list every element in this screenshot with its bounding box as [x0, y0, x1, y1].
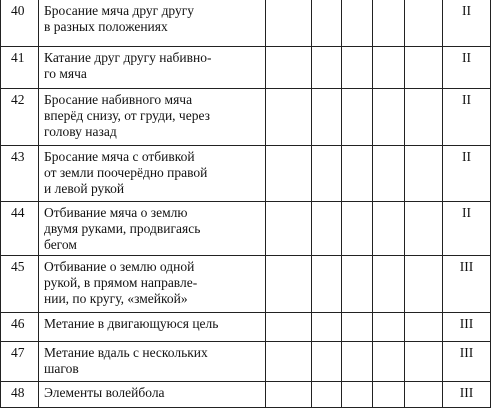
empty-cell: [373, 312, 405, 341]
empty-cell: [266, 312, 312, 341]
empty-cell: [373, 381, 405, 407]
empty-cell: [342, 46, 373, 88]
row-number: 47: [1, 341, 39, 381]
level-cell: III: [443, 381, 491, 407]
exercise-name-line: го мяча: [44, 65, 87, 81]
level-cell: III: [443, 341, 491, 381]
empty-cell: [373, 46, 405, 88]
exercise-name: [39, 46, 266, 88]
empty-cell: [266, 201, 312, 255]
row-number: 46: [1, 312, 39, 341]
empty-cell: [405, 381, 443, 407]
exercise-name-line: Бросание набивного мяча: [44, 91, 193, 107]
exercise-name-line: Бросание мяча с отбивкой: [44, 148, 195, 164]
exercise-name-line: рукой, в прямом направле-: [44, 274, 198, 290]
exercise-name: [39, 255, 266, 312]
empty-cell: [405, 255, 443, 312]
exercise-name-line: в разных положениях: [44, 19, 168, 34]
level-cell: II: [443, 88, 491, 145]
empty-cell: [312, 255, 342, 312]
exercise-name: [39, 312, 266, 341]
empty-cell: [342, 88, 373, 145]
exercise-name-line: Отбивание о землю одной: [44, 258, 195, 274]
empty-cell: [312, 46, 342, 88]
empty-cell: [312, 312, 342, 341]
empty-cell: [342, 312, 373, 341]
empty-cell: [405, 341, 443, 381]
table-row: [1, 312, 491, 341]
level-cell: II: [443, 145, 491, 201]
exercise-name: [39, 0, 266, 46]
exercise-name: [39, 341, 266, 381]
empty-cell: [266, 145, 312, 201]
table-row: [1, 255, 491, 312]
exercise-name-line: нии, по кругу, «змейкой»: [44, 290, 188, 306]
empty-cell: [373, 255, 405, 312]
empty-cell: [312, 145, 342, 201]
exercise-name-line: Метание вдаль с нескольких: [44, 344, 208, 360]
level-cell: III: [443, 255, 491, 312]
table-row: [1, 0, 491, 46]
exercise-name-line: Метание в двигающуюся цель: [44, 315, 219, 331]
table-row: [1, 145, 491, 201]
exercise-name: [39, 88, 266, 145]
exercise-name: [39, 145, 266, 201]
exercise-name-line: от земли поочерёдно правой: [44, 164, 208, 180]
empty-cell: [405, 312, 443, 341]
table-row: [1, 46, 491, 88]
level-cell: II: [443, 201, 491, 255]
row-number: 43: [1, 145, 39, 201]
empty-cell: [373, 341, 405, 381]
exercise-name-line: вперёд снизу, от груди, через: [44, 107, 210, 123]
empty-cell: [342, 341, 373, 381]
exercise-name-line: Бросание мяча друг другу: [44, 3, 195, 18]
empty-cell: [373, 201, 405, 255]
empty-cell: [405, 88, 443, 145]
empty-cell: [266, 0, 312, 46]
level-cell: II: [443, 46, 491, 88]
row-number: 40: [1, 0, 39, 46]
empty-cell: [405, 201, 443, 255]
row-number: 42: [1, 88, 39, 145]
empty-cell: [266, 46, 312, 88]
empty-cell: [405, 0, 443, 46]
exercise-name: [39, 201, 266, 255]
exercise-name-line: бегом: [44, 236, 77, 252]
level-cell: III: [443, 312, 491, 341]
exercise-name-line: Элементы волейбола: [44, 384, 165, 400]
exercise-name-line: шагов: [44, 360, 79, 376]
empty-cell: [312, 88, 342, 145]
empty-cell: [342, 381, 373, 407]
empty-cell: [342, 0, 373, 46]
empty-cell: [266, 255, 312, 312]
exercise-name-line: Катание друг другу набивно-: [44, 49, 212, 65]
empty-cell: [342, 255, 373, 312]
empty-cell: [405, 145, 443, 201]
empty-cell: [266, 381, 312, 407]
row-number: 45: [1, 255, 39, 312]
exercise-name-line: и левой рукой: [44, 180, 125, 196]
level-cell: II: [443, 0, 491, 46]
exercise-name-line: Отбивание мяча о землю: [44, 204, 188, 220]
empty-cell: [342, 145, 373, 201]
empty-cell: [266, 88, 312, 145]
empty-cell: [373, 145, 405, 201]
row-number: 44: [1, 201, 39, 255]
empty-cell: [312, 201, 342, 255]
empty-cell: [312, 341, 342, 381]
empty-cell: [373, 0, 405, 46]
empty-cell: [312, 0, 342, 46]
table-row: [1, 201, 491, 255]
table-row: [1, 88, 491, 145]
row-number: 41: [1, 46, 39, 88]
empty-cell: [373, 88, 405, 145]
row-number: 48: [1, 381, 39, 407]
empty-cell: [405, 46, 443, 88]
empty-cell: [312, 381, 342, 407]
empty-cell: [266, 341, 312, 381]
exercise-name-line: голову назад: [44, 123, 117, 139]
exercise-name: [39, 381, 266, 407]
table-row: [1, 341, 491, 381]
empty-cell: [342, 201, 373, 255]
exercise-name-line: двумя руками, продвигаясь: [44, 220, 201, 236]
table-row: [1, 381, 491, 407]
